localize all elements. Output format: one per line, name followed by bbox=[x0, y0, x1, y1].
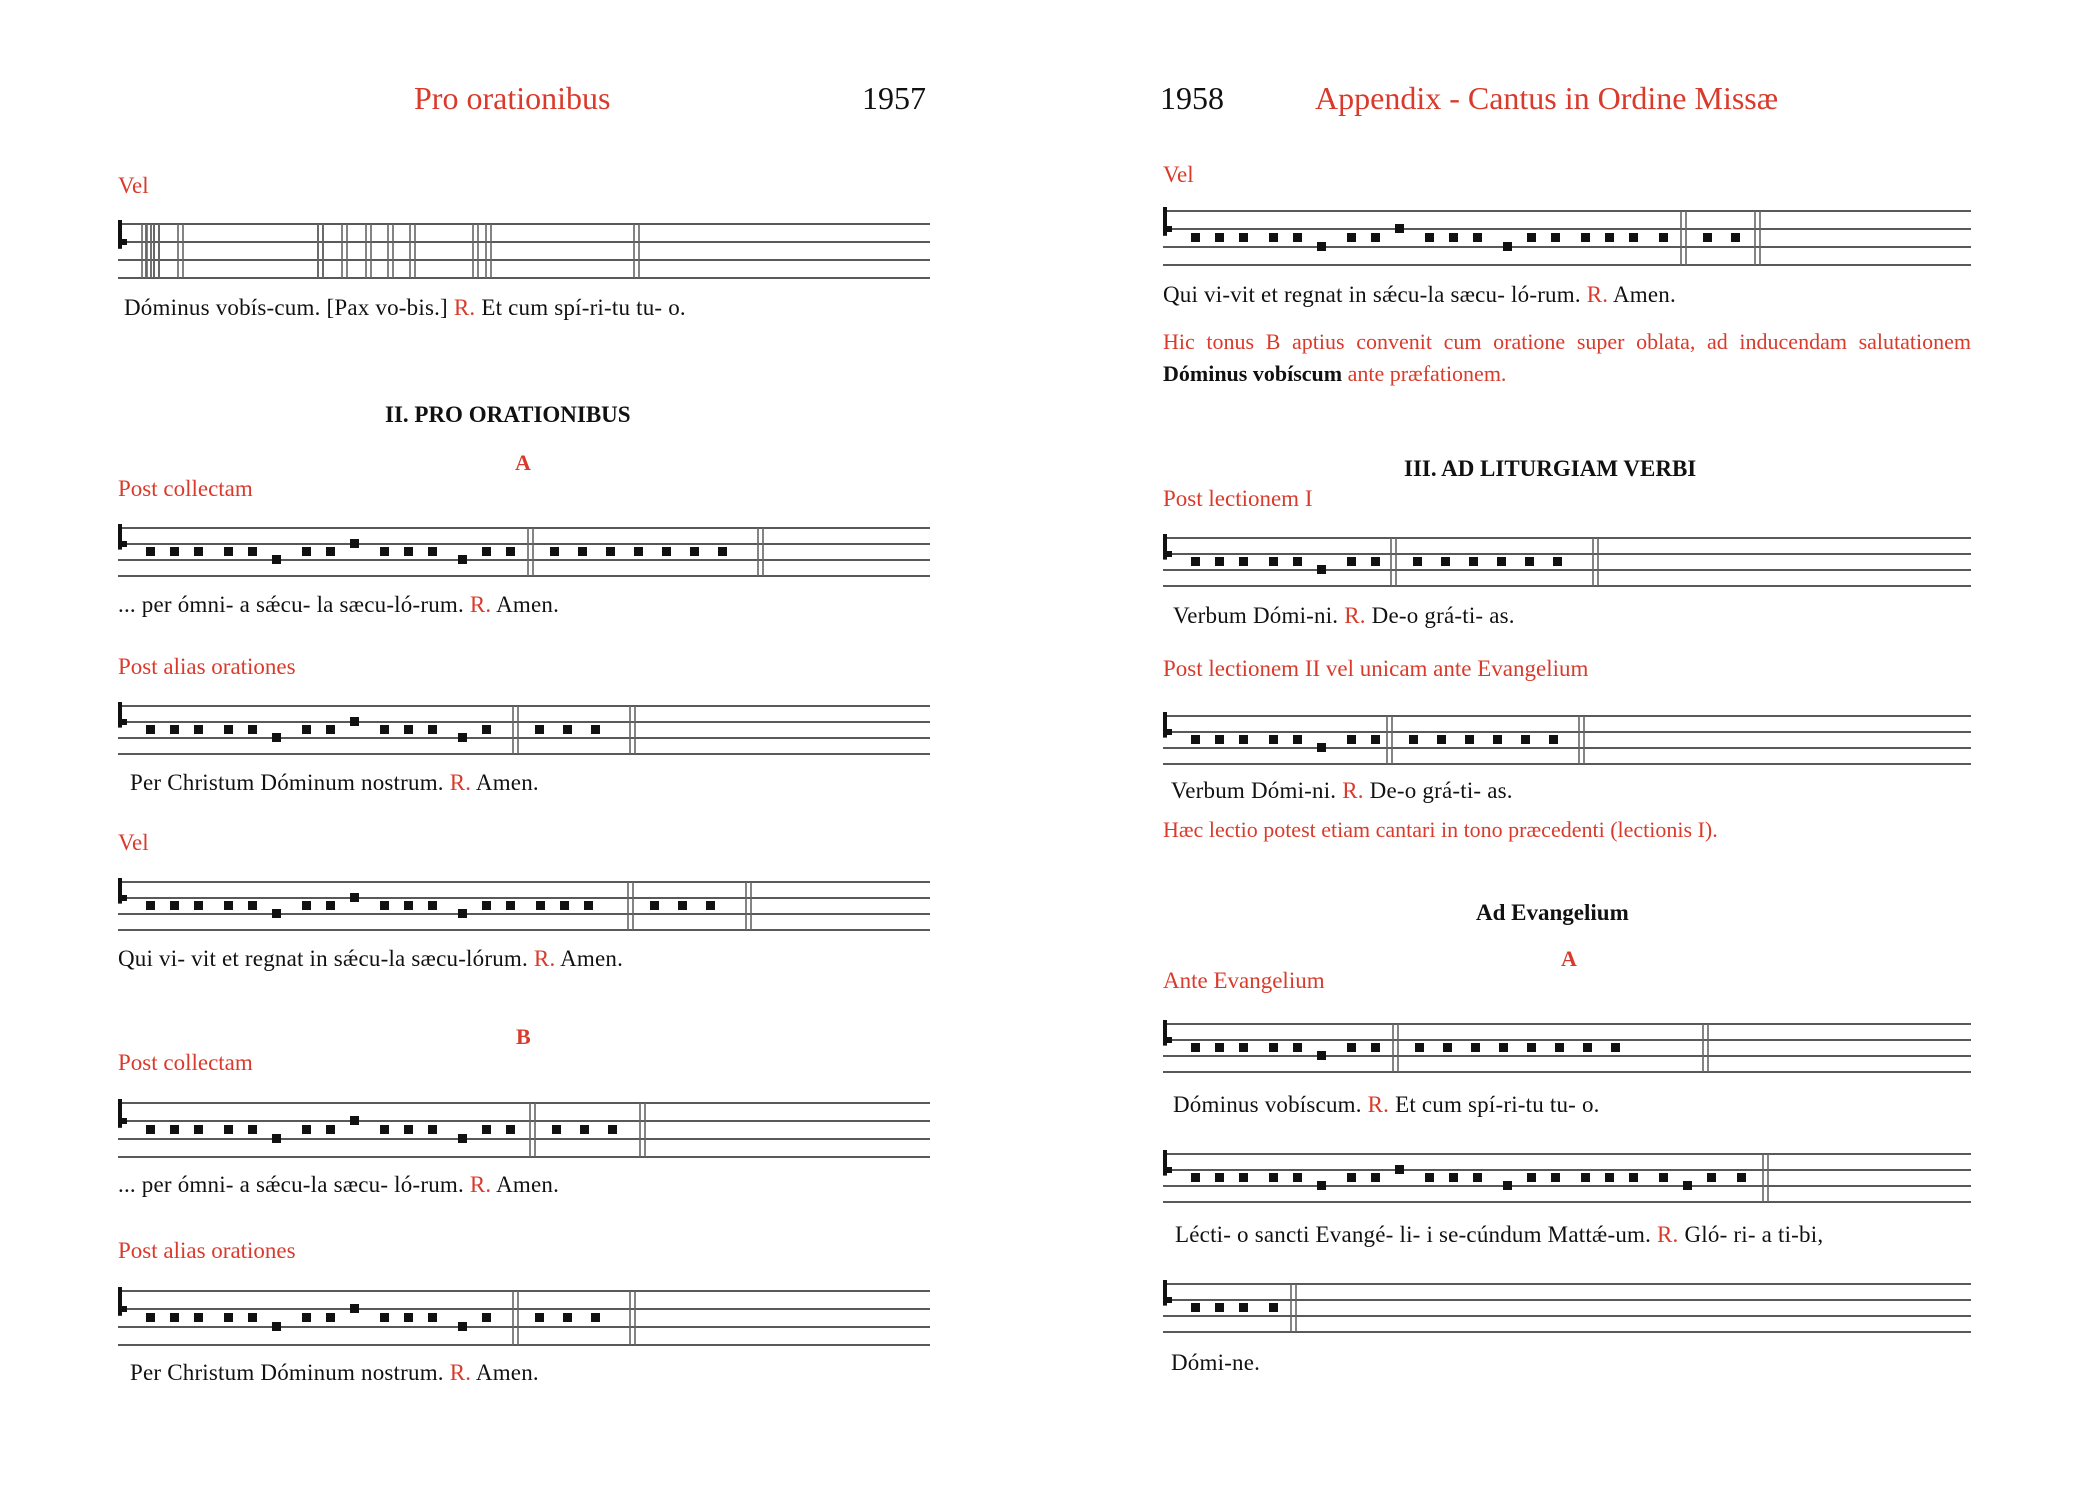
lyric-text: Qui vi-vit et regnat in sǽcu-la sæcu- ló-rum. bbox=[1163, 282, 1581, 307]
vel-label: Vel bbox=[118, 830, 149, 855]
chant-staff bbox=[1163, 1016, 1971, 1080]
chant-lyrics bbox=[124, 295, 686, 321]
chant-staff bbox=[1163, 530, 1971, 594]
vel-label: Vel bbox=[1163, 162, 1194, 187]
chant-staff bbox=[118, 215, 930, 287]
chant-lyrics bbox=[118, 946, 623, 972]
response-mark: R. bbox=[1342, 778, 1364, 803]
rubric-text: Hic tonus B aptius convenit cum oratione super oblata, ad inducendam salutationem bbox=[1163, 329, 1971, 354]
post-collectam-label: Post collectam bbox=[118, 1050, 253, 1075]
chant-staff bbox=[1163, 1146, 1971, 1210]
post-collectam-label: Post collectam bbox=[118, 476, 253, 501]
response-text: Et cum spí-ri-tu tu- o. bbox=[481, 295, 686, 320]
response-text: Et cum spí-ri-tu tu- o. bbox=[1395, 1092, 1600, 1117]
response-text: Amen. bbox=[560, 946, 624, 971]
lyric-text: Dóminus vobís-cum. [Pax vo-bis.] bbox=[124, 295, 448, 320]
response-mark: R. bbox=[1586, 282, 1609, 307]
chant-lyrics bbox=[1173, 603, 1515, 629]
response-mark: R. bbox=[1367, 1092, 1390, 1117]
response-mark: R. bbox=[469, 592, 492, 617]
lyric-text: Per Christum Dóminum nostrum. bbox=[130, 770, 444, 795]
chant-staff bbox=[118, 520, 930, 584]
response-text: Amen. bbox=[496, 592, 560, 617]
post-alias-label: Post alias orationes bbox=[118, 1238, 296, 1263]
response-mark: R. bbox=[1344, 603, 1366, 628]
chant-staff bbox=[1163, 202, 1971, 274]
chant-staff bbox=[118, 1094, 930, 1166]
lyric-text: Dóminus vobíscum. bbox=[1173, 1092, 1362, 1117]
chant-lyrics bbox=[1173, 1092, 1600, 1118]
lyric-text: Lécti- o sancti Evangé- li- i se-cúndum Mattǽ-um. bbox=[1175, 1222, 1652, 1247]
response-mark: R. bbox=[449, 770, 472, 795]
response-text: Amen. bbox=[475, 770, 539, 795]
chant-staff bbox=[118, 874, 930, 938]
section-title: II. PRO ORATIONIBUS bbox=[385, 402, 631, 427]
chant-staff bbox=[118, 698, 930, 762]
response-mark: R. bbox=[453, 295, 476, 320]
response-text: Gló- ri- a ti-bi, bbox=[1684, 1222, 1824, 1247]
rubric-text: ante præfationem. bbox=[1347, 361, 1507, 386]
chant-lyrics bbox=[1163, 282, 1676, 308]
response-mark: R. bbox=[469, 1172, 492, 1197]
chant-lyrics bbox=[118, 592, 559, 618]
response-text: Amen. bbox=[475, 1360, 539, 1385]
section-letter: A bbox=[1561, 946, 1577, 971]
ante-evangelium-label: Ante Evangelium bbox=[1163, 968, 1325, 993]
rubric-note: Hæc lectio potest etiam cantari in tono præcedenti (lectionis I). bbox=[1163, 817, 1718, 842]
chant-lyrics bbox=[118, 1172, 559, 1198]
right-running-title: Appendix - Cantus in Ordine Missæ bbox=[1315, 80, 1779, 116]
lyric-text: ... per ómni- a sǽcu- la sæcu-ló-rum. bbox=[118, 592, 464, 617]
lyric-text: ... per ómni- a sǽcu-la sæcu- ló-rum. bbox=[118, 1172, 464, 1197]
chant-lyrics bbox=[130, 1360, 539, 1386]
section-title: III. AD LITURGIAM VERBI bbox=[1404, 456, 1697, 481]
left-running-title: Pro orationibus bbox=[414, 80, 611, 116]
lyric-text: Qui vi- vit et regnat in sǽcu-la sæcu-lórum. bbox=[118, 946, 528, 971]
chant-lyrics bbox=[130, 770, 539, 796]
response-text: De-o grá-ti- as. bbox=[1371, 603, 1515, 628]
response-text: Amen. bbox=[1612, 282, 1676, 307]
section-letter: B bbox=[516, 1024, 531, 1049]
lyric-text: Per Christum Dóminum nostrum. bbox=[130, 1360, 444, 1385]
response-mark: R. bbox=[449, 1360, 472, 1385]
right-page-number: 1958 bbox=[1160, 80, 1224, 116]
response-text: De-o grá-ti- as. bbox=[1369, 778, 1513, 803]
chant-lyrics bbox=[1171, 1350, 1260, 1376]
vel-label: Vel bbox=[118, 173, 149, 198]
lyric-text: Verbum Dómi-ni. bbox=[1171, 778, 1337, 803]
section-title: Ad Evangelium bbox=[1476, 900, 1629, 925]
lyric-text: Dómi-ne. bbox=[1171, 1350, 1261, 1375]
chant-lyrics bbox=[1171, 778, 1513, 804]
left-page-number: 1957 bbox=[862, 80, 926, 116]
section-letter: A bbox=[515, 450, 531, 475]
chant-staff bbox=[118, 1282, 930, 1354]
response-mark: R. bbox=[1657, 1222, 1679, 1247]
response-mark: R. bbox=[533, 946, 556, 971]
lyric-text: Verbum Dómi-ni. bbox=[1173, 603, 1339, 628]
chant-staff bbox=[1163, 1276, 1971, 1340]
rubric-highlight: Dóminus vobíscum bbox=[1163, 361, 1343, 386]
post-lectionem-label: Post lectionem II vel unicam ante Evangelium bbox=[1163, 656, 1589, 681]
rubric-note bbox=[1163, 326, 1971, 390]
chant-staff bbox=[1163, 708, 1971, 772]
post-alias-label: Post alias orationes bbox=[118, 654, 296, 679]
response-text: Amen. bbox=[496, 1172, 560, 1197]
post-lectionem-label: Post lectionem I bbox=[1163, 486, 1313, 511]
chant-lyrics bbox=[1175, 1222, 1823, 1248]
right-page bbox=[1039, 0, 2078, 1500]
